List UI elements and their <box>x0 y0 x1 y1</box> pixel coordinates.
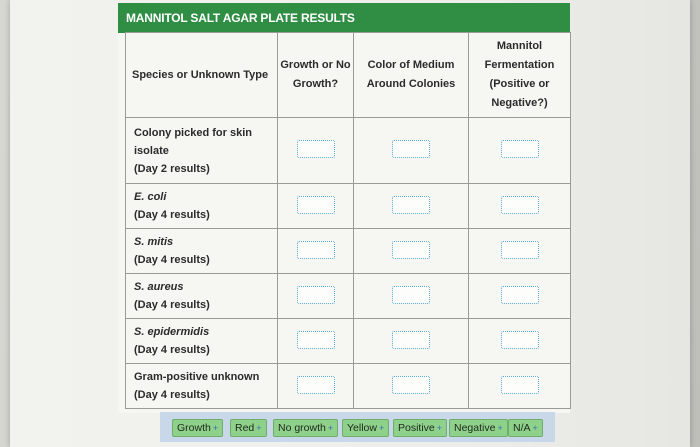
answer-chip-red[interactable] <box>230 419 267 437</box>
table-body <box>126 118 571 409</box>
species-name: E. coli <box>134 191 167 203</box>
table-row <box>126 118 571 184</box>
answer-cell <box>278 319 354 364</box>
column-header-species: Species or Unknown Type <box>126 33 278 118</box>
plus-icon: + <box>256 423 262 433</box>
answer-chip-label: N/A <box>513 422 531 434</box>
fermentation-drop-target[interactable] <box>501 286 539 304</box>
column-header-color: Color of Medium Around Colonies <box>354 33 469 118</box>
table-row <box>126 229 571 274</box>
growth-drop-target[interactable] <box>297 331 335 349</box>
answer-chip-n-a[interactable] <box>508 419 543 437</box>
growth-drop-target[interactable] <box>297 140 335 158</box>
table-row <box>126 184 571 229</box>
species-day-note: (Day 4 results) <box>134 209 210 221</box>
plus-icon: + <box>532 423 538 433</box>
column-header-fermentation: Mannitol Fermentation (Positive or Negative?) <box>469 33 571 118</box>
species-name: S. aureus <box>134 281 184 293</box>
species-day-note: (Day 2 results) <box>134 162 210 175</box>
answer-chip-no-growth[interactable] <box>273 419 338 437</box>
answer-cell <box>278 364 354 409</box>
answer-cell <box>278 118 354 184</box>
fermentation-drop-target[interactable] <box>501 140 539 158</box>
answer-chip-growth[interactable] <box>172 419 223 437</box>
plus-icon: + <box>378 423 385 433</box>
answer-cell <box>278 229 354 274</box>
species-name: S. epidermidis <box>134 326 210 338</box>
species-name: S. mitis <box>134 236 174 248</box>
answer-chip-label: Negative <box>454 422 496 434</box>
answer-cell <box>469 364 571 409</box>
answer-cell <box>354 319 469 364</box>
species-name: Gram-positive unknown <box>134 371 260 383</box>
species-cell <box>126 319 278 364</box>
species-day-note: (Day 4 results) <box>134 254 210 266</box>
answer-cell <box>469 229 571 274</box>
answer-chip-label: No growth <box>278 422 326 434</box>
fermentation-drop-target[interactable] <box>501 331 539 349</box>
species-day-note: (Day 4 results) <box>134 389 210 401</box>
color-drop-target[interactable] <box>392 196 430 214</box>
table-row <box>126 274 571 319</box>
growth-drop-target[interactable] <box>297 196 335 214</box>
color-drop-target[interactable] <box>392 331 430 349</box>
answer-cell <box>354 364 469 409</box>
answer-cell <box>354 184 469 229</box>
answer-cell <box>278 184 354 229</box>
species-cell <box>126 364 278 409</box>
species-cell <box>126 118 278 184</box>
growth-drop-target[interactable] <box>297 241 335 259</box>
fermentation-drop-target[interactable] <box>501 241 539 259</box>
table-row <box>126 364 571 409</box>
color-drop-target[interactable] <box>392 140 430 158</box>
color-drop-target[interactable] <box>392 286 430 304</box>
results-table <box>125 32 571 409</box>
answer-chip-label: Yellow <box>347 422 377 434</box>
answer-cell <box>354 118 469 184</box>
answer-chip-label: Growth <box>177 422 211 434</box>
plus-icon: + <box>212 423 219 433</box>
answer-cell <box>469 184 571 229</box>
species-day-note: (Day 4 results) <box>134 344 210 356</box>
species-cell <box>126 184 278 229</box>
answer-cell <box>469 319 571 364</box>
plus-icon: + <box>497 423 503 433</box>
column-header-growth: Growth or No Growth? <box>278 33 354 118</box>
species-name: Colony picked for skin isolate <box>134 126 252 157</box>
answer-cell <box>354 274 469 319</box>
table-row <box>126 319 571 364</box>
answer-chip-label: Positive <box>398 422 435 434</box>
answer-cell <box>469 274 571 319</box>
answer-cell <box>278 274 354 319</box>
plus-icon: + <box>327 423 334 433</box>
fermentation-drop-target[interactable] <box>501 196 539 214</box>
answer-chip-positive[interactable] <box>393 419 447 437</box>
answer-chip-yellow[interactable] <box>342 419 389 437</box>
species-day-note: (Day 4 results) <box>134 299 210 311</box>
answer-cell <box>354 229 469 274</box>
species-cell <box>126 274 278 319</box>
color-drop-target[interactable] <box>392 241 430 259</box>
answer-chip-negative[interactable] <box>449 419 508 437</box>
growth-drop-target[interactable] <box>297 376 335 394</box>
fermentation-drop-target[interactable] <box>501 376 539 394</box>
answer-cell <box>469 118 571 184</box>
table-header-row <box>126 33 571 118</box>
species-cell <box>126 229 278 274</box>
color-drop-target[interactable] <box>392 376 430 394</box>
growth-drop-target[interactable] <box>297 286 335 304</box>
plus-icon: + <box>436 423 443 433</box>
table-title: MANNITOL SALT AGAR PLATE RESULTS <box>118 3 570 33</box>
answer-chip-label: Red <box>235 422 255 434</box>
